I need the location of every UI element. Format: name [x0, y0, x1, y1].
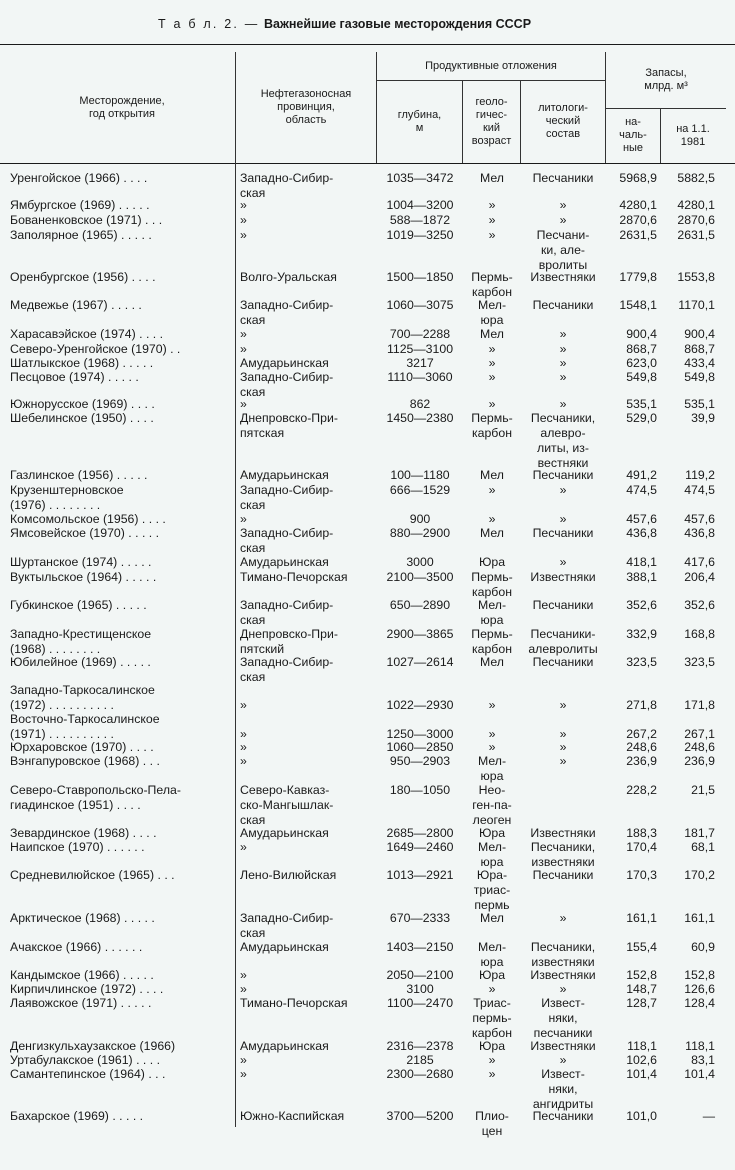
current-reserves-cell: 181,7 [684, 826, 715, 840]
current-reserves-cell: 352,6 [684, 598, 715, 612]
depth-cell: 1500—1850 [386, 270, 454, 284]
geologic-age-cell: Мел- юра [477, 598, 507, 627]
field-name-cell: Вуктыльское (1964) . . . . . [10, 570, 157, 584]
lithology-cell: Известняки [530, 270, 596, 284]
field-name-cell: Песцовое (1974) . . . . . [10, 370, 139, 384]
depth-cell: 2100—3500 [386, 570, 454, 584]
current-reserves-cell: 248,6 [684, 740, 715, 754]
lithology-cell: Песчаники [532, 598, 594, 612]
current-reserves-cell: 60,9 [691, 940, 715, 954]
geologic-age-cell: » [488, 483, 496, 497]
initial-reserves-cell: 529,0 [626, 411, 657, 425]
geologic-age-cell: Юра [478, 555, 506, 569]
province-cell: Амударьинская [240, 940, 329, 954]
province-cell: Волго-Уральская [240, 270, 337, 284]
initial-reserves-cell: 2631,5 [619, 228, 657, 242]
province-cell: » [240, 228, 247, 242]
geologic-age-cell: Пермь- карбон [471, 270, 513, 299]
lithology-cell: Известняки [530, 570, 596, 584]
current-reserves-cell: 1170,1 [678, 298, 715, 312]
field-name-cell: Средневилюйское (1965) . . . [10, 868, 175, 882]
province-cell: Северо-Кавказ- ско-Мангышлак- ская [240, 783, 334, 827]
lithology-cell: » [559, 370, 567, 384]
field-name-cell: Заполярное (1965) . . . . . [10, 228, 152, 242]
field-name-cell: Ямбургское (1969) . . . . . [10, 198, 150, 212]
field-name-cell: Бованенковское (1971) . . . [10, 213, 163, 227]
lithology-cell: Песчаники [532, 1109, 594, 1123]
field-name-cell: Самантепинское (1964) . . . [10, 1067, 166, 1081]
province-cell: Амударьинская [240, 1039, 329, 1053]
lithology-cell: Песчаники, алевро- литы, из- вестняки [530, 411, 596, 470]
geologic-age-cell: Мел [480, 171, 504, 185]
initial-reserves-cell: 623,0 [626, 356, 657, 370]
province-cell: » [240, 740, 247, 754]
header-lithology: литологи- ческий состав [538, 102, 588, 140]
field-name-cell: Шуртанское (1974) . . . . . [10, 555, 152, 569]
current-reserves-cell: 2870,6 [677, 213, 715, 227]
current-reserves-cell: 21,5 [691, 783, 715, 797]
geologic-age-cell: Мел- юра [477, 840, 507, 869]
lithology-cell: » [559, 727, 567, 741]
lithology-cell: » [559, 740, 567, 754]
current-reserves-cell: 152,8 [684, 968, 715, 982]
initial-reserves-cell: 236,9 [626, 754, 657, 768]
initial-reserves-cell: 155,4 [626, 940, 657, 954]
field-name-cell: Северо-Уренгойское (1970) . . [10, 342, 181, 356]
field-name-cell: Юрхаровское (1970) . . . . [10, 740, 154, 754]
geologic-age-cell: Мел- юра [477, 754, 507, 783]
initial-reserves-cell: 101,0 [626, 1109, 657, 1123]
province-cell: Западно-Сибир- ская [240, 655, 334, 684]
geologic-age-cell: » [488, 740, 496, 754]
field-name-cell: Западно-Таркосалинское (1972) . . . . . . . . . . [10, 683, 155, 712]
current-reserves-cell: 118,1 [685, 1039, 715, 1053]
header-initial: на- чаль- ные [619, 116, 647, 154]
province-cell: Днепровско-При- пятский [240, 627, 338, 656]
depth-cell: 1250—3000 [386, 727, 454, 741]
current-reserves-cell: 1553,8 [677, 270, 715, 284]
field-name-cell: Северо-Ставропольско-Пела- гиадинское (1951) . . . . [10, 783, 181, 812]
depth-cell: 666—1529 [389, 483, 451, 497]
depth-cell: 100—1180 [390, 468, 450, 482]
depth-cell: 1110—3060 [387, 370, 453, 384]
geologic-age-cell: » [488, 370, 496, 384]
lithology-cell: » [559, 342, 567, 356]
province-cell: Западно-Сибир- ская [240, 171, 334, 200]
province-cell: Западно-Сибир- ская [240, 370, 334, 399]
depth-cell: 1013—2921 [386, 868, 454, 882]
lithology-cell: » [559, 483, 567, 497]
geologic-age-cell: Мел- юра [477, 940, 507, 969]
province-cell: Днепровско-При- пятская [240, 411, 338, 440]
lithology-cell: » [559, 512, 567, 526]
lithology-cell: » [559, 397, 567, 411]
current-reserves-cell: 168,8 [684, 627, 715, 641]
depth-cell: 2316—2378 [386, 1039, 454, 1053]
initial-reserves-cell: 161,1 [626, 911, 657, 925]
geologic-age-cell: » [488, 213, 496, 227]
geologic-age-cell: » [488, 512, 496, 526]
current-reserves-cell: 68,1 [691, 840, 715, 854]
geologic-age-cell: Мел [480, 655, 504, 669]
depth-cell: 1403—2150 [386, 940, 454, 954]
initial-reserves-cell: 457,6 [626, 512, 657, 526]
header-top-rule [0, 44, 735, 45]
header-field: Месторождение, год открытия [79, 94, 165, 120]
initial-reserves-cell: 118,1 [627, 1039, 657, 1053]
current-reserves-cell: 433,4 [684, 356, 715, 370]
lithology-cell: Известняки [530, 1039, 596, 1053]
initial-reserves-cell: 868,7 [626, 342, 657, 356]
field-name-cell: Восточно-Таркосалинское (1971) . . . . . . . . . . [10, 712, 160, 741]
field-name-cell: Кандымское (1966) . . . . . [10, 968, 154, 982]
province-cell: Западно-Сибир- ская [240, 483, 334, 512]
field-name-cell: Крузенштерновское (1976) . . . . . . . . [10, 483, 124, 512]
field-name-cell: Западно-Крестищенское (1968) . . . . . . . . [10, 627, 152, 656]
depth-cell: 700—2288 [389, 327, 451, 341]
header-productive: Продуктивные отложения [425, 59, 557, 72]
province-cell: Западно-Сибир- ская [240, 526, 334, 555]
initial-reserves-cell: 188,3 [626, 826, 657, 840]
depth-cell: 2050—2100 [386, 968, 454, 982]
initial-reserves-cell: 535,1 [626, 397, 657, 411]
field-name-cell: Комсомольское (1956) . . . . [10, 512, 166, 526]
geologic-age-cell: » [488, 1053, 496, 1067]
field-name-cell: Шебелинское (1950) . . . . [10, 411, 154, 425]
field-name-cell: Арктическое (1968) . . . . . [10, 911, 155, 925]
initial-reserves-cell: 267,2 [626, 727, 657, 741]
province-cell: Амударьинская [240, 826, 329, 840]
province-cell: Амударьинская [240, 468, 329, 482]
depth-cell: 2900—3865 [386, 627, 454, 641]
initial-reserves-cell: 418,1 [626, 555, 657, 569]
field-name-cell: Медвежье (1967) . . . . . [10, 298, 142, 312]
lithology-cell: Извест- няки, песчаники [533, 996, 593, 1040]
current-reserves-cell: 128,4 [684, 996, 715, 1010]
initial-reserves-cell: 271,8 [626, 698, 657, 712]
province-cell: Лено-Вилюйская [240, 868, 337, 882]
depth-cell: 900 [409, 512, 431, 526]
field-name-cell: Зевардинское (1968) . . . . [10, 826, 157, 840]
table-title: Важнейшие газовые месторождения СССР [264, 17, 532, 31]
field-name-cell: Шатлыкское (1968) . . . . . [10, 356, 154, 370]
lithology-cell: Песчаники, известняки [530, 940, 596, 969]
lithology-cell: » [559, 356, 567, 370]
province-cell: Южно-Каспийская [240, 1109, 345, 1123]
lithology-cell: Песчаники [532, 298, 594, 312]
depth-cell: 1100—2470 [386, 996, 454, 1010]
field-name-cell: Ямсовейское (1970) . . . . . [10, 526, 160, 540]
geologic-age-cell: » [488, 342, 496, 356]
depth-cell: 2685—2800 [386, 826, 454, 840]
current-reserves-cell: 535,1 [684, 397, 715, 411]
province-cell: » [240, 727, 247, 741]
lithology-cell: Извест- няки, ангидриты [532, 1067, 594, 1111]
initial-reserves-cell: 491,2 [626, 468, 657, 482]
lithology-cell: » [559, 754, 567, 768]
initial-reserves-cell: 332,9 [626, 627, 657, 641]
field-name-cell: Бахарское (1969) . . . . . [10, 1109, 144, 1123]
lithology-cell: Песчаники, известняки [530, 840, 596, 869]
initial-reserves-cell: 549,8 [626, 370, 657, 384]
depth-cell: 880—2900 [389, 526, 451, 540]
field-name-cell: Уртабулакское (1961) . . . . [10, 1053, 160, 1067]
header-current: на 1.1. 1981 [676, 122, 710, 148]
header-depth: глубина, м [397, 108, 442, 134]
lithology-cell: » [559, 982, 567, 996]
depth-cell: 1027—2614 [386, 655, 454, 669]
province-cell: » [240, 754, 247, 768]
initial-reserves-cell: 352,6 [626, 598, 657, 612]
province-cell: » [240, 968, 247, 982]
current-reserves-cell: 5882,5 [677, 171, 715, 185]
field-name-cell: Денгизкульхаузакское (1966) [10, 1039, 176, 1053]
geologic-age-cell: Плио- цен [475, 1109, 509, 1138]
depth-cell: 3217 [406, 356, 434, 370]
province-cell: » [240, 397, 247, 411]
current-reserves-cell: 39,9 [691, 411, 715, 425]
field-name-cell: Юбилейное (1969) . . . . . [10, 655, 151, 669]
depth-cell: 1060—3075 [386, 298, 454, 312]
geologic-age-cell: Юра [478, 968, 506, 982]
depth-cell: 862 [409, 397, 431, 411]
lithology-cell: Известняки [530, 826, 596, 840]
initial-reserves-cell: 148,7 [626, 982, 657, 996]
field-name-cell: Наипское (1970) . . . . . . [10, 840, 145, 854]
initial-reserves-cell: 101,4 [626, 1067, 657, 1081]
table-number: Т а б л. 2. — [158, 17, 260, 31]
province-cell: » [240, 342, 247, 356]
lithology-cell: » [559, 198, 567, 212]
province-cell: » [240, 1067, 247, 1081]
initial-reserves-cell: 4280,1 [619, 198, 657, 212]
field-name-cell: Газлинское (1956) . . . . . [10, 468, 148, 482]
lithology-cell: » [559, 1053, 567, 1067]
geologic-age-cell: Пермь- карбон [471, 411, 513, 440]
depth-cell: 1060—2850 [386, 740, 454, 754]
initial-reserves-cell: 102,6 [626, 1053, 657, 1067]
lithology-cell: » [559, 911, 567, 925]
province-cell: » [240, 213, 247, 227]
lithology-cell: » [559, 555, 567, 569]
initial-reserves-cell: 152,8 [626, 968, 657, 982]
geologic-age-cell: » [488, 698, 496, 712]
geologic-age-cell: Юра [478, 1039, 506, 1053]
geologic-age-cell: Пермь- карбон [471, 627, 513, 656]
header-bottom-rule [0, 163, 735, 164]
header-province: Нефтегазоносная провинция, область [260, 88, 352, 126]
depth-cell: 588—1872 [389, 213, 451, 227]
initial-reserves-cell: 170,3 [626, 868, 657, 882]
province-cell: » [240, 198, 247, 212]
geologic-age-cell: » [488, 228, 496, 242]
lithology-cell: Песчаники [532, 655, 594, 669]
province-cell: » [240, 698, 247, 712]
geologic-age-cell: Триас- пермь- карбон [471, 996, 512, 1040]
geologic-age-cell: Нео- ген-па- леоген [472, 783, 512, 827]
geologic-age-cell: Мел- юра [477, 298, 507, 327]
initial-reserves-cell: 248,6 [626, 740, 657, 754]
depth-cell: 3000 [406, 555, 434, 569]
current-reserves-cell: 126,6 [684, 982, 715, 996]
field-name-cell: Вэнгапуровское (1968) . . . [10, 754, 160, 768]
depth-cell: 650—2890 [389, 598, 451, 612]
current-reserves-cell: 161,1 [684, 911, 715, 925]
field-name-cell: Губкинское (1965) . . . . . [10, 598, 147, 612]
geologic-age-cell: Мел [480, 468, 504, 482]
depth-cell: 1125—3100 [386, 342, 454, 356]
current-reserves-cell: 101,4 [684, 1067, 715, 1081]
lithology-cell: Песчаники [532, 468, 594, 482]
geologic-age-cell: » [488, 397, 496, 411]
field-name-cell: Лаявожское (1971) . . . . . [10, 996, 152, 1010]
initial-reserves-cell: 5968,9 [619, 171, 657, 185]
province-cell: » [240, 1053, 247, 1067]
geologic-age-cell: Юра- триас- пермь [473, 868, 511, 912]
depth-cell: 3700—5200 [386, 1109, 454, 1123]
initial-reserves-cell: 2870,6 [619, 213, 657, 227]
lithology-cell: » [559, 213, 567, 227]
depth-cell: 1019—3250 [386, 228, 454, 242]
current-reserves-cell: 236,9 [684, 754, 715, 768]
current-reserves-cell: 119,2 [685, 468, 715, 482]
depth-cell: 3100 [406, 982, 434, 996]
field-name-cell: Уренгойское (1966) . . . . [10, 171, 148, 185]
geologic-age-cell: Мел [480, 526, 504, 540]
depth-cell: 2185 [406, 1053, 434, 1067]
depth-cell: 180—1050 [389, 783, 451, 797]
geologic-age-cell: Пермь- карбон [471, 570, 513, 599]
province-cell: Западно-Сибир- ская [240, 598, 334, 627]
initial-reserves-cell: 900,4 [626, 327, 657, 341]
current-reserves-cell: 83,1 [691, 1053, 715, 1067]
field-name-cell: Харасавэйское (1974) . . . . [10, 327, 164, 341]
depth-cell: 1649—2460 [386, 840, 454, 854]
province-cell: Тимано-Печорская [240, 570, 348, 584]
current-reserves-cell: 267,1 [684, 727, 715, 741]
geologic-age-cell: » [488, 198, 496, 212]
table-caption [0, 14, 735, 34]
header-reserves: Запасы, млрд. м³ [644, 67, 688, 92]
geologic-age-cell: » [488, 727, 496, 741]
province-cell: » [240, 840, 247, 854]
field-name-cell: Кирпичлинское (1972) . . . . [10, 982, 164, 996]
current-reserves-cell: 474,5 [684, 483, 715, 497]
lithology-cell: Песчаники [532, 868, 594, 882]
lithology-cell: » [559, 698, 567, 712]
geologic-age-cell: Мел [480, 911, 504, 925]
initial-reserves-cell: 436,8 [626, 526, 657, 540]
depth-cell: 1450—2380 [386, 411, 454, 425]
current-reserves-cell: 436,8 [684, 526, 715, 540]
initial-reserves-cell: 1779,8 [619, 270, 657, 284]
lithology-cell: Песчаники- алевролиты [528, 627, 598, 656]
province-cell: Амударьинская [240, 555, 329, 569]
initial-reserves-cell: 323,5 [626, 655, 657, 669]
depth-cell: 670—2333 [389, 911, 451, 925]
current-reserves-cell: 323,5 [684, 655, 715, 669]
initial-reserves-cell: 128,7 [626, 996, 657, 1010]
current-reserves-cell: 171,8 [684, 698, 715, 712]
province-cell: Амударьинская [240, 356, 329, 370]
current-reserves-cell: 868,7 [684, 342, 715, 356]
geologic-age-cell: Юра [478, 826, 506, 840]
lithology-cell: Известняки [530, 968, 596, 982]
current-reserves-cell: 549,8 [684, 370, 715, 384]
field-name-cell: Южнорусское (1969) . . . . [10, 397, 155, 411]
current-reserves-cell: 170,2 [684, 868, 715, 882]
province-cell: Тимано-Печорская [240, 996, 348, 1010]
lithology-cell: Песчаники [532, 171, 594, 185]
depth-cell: 1035—3472 [386, 171, 454, 185]
lithology-cell: » [559, 327, 567, 341]
geologic-age-cell: » [488, 982, 496, 996]
initial-reserves-cell: 228,2 [626, 783, 657, 797]
lithology-cell: Песчаники [532, 526, 594, 540]
province-cell: Западно-Сибир- ская [240, 911, 334, 940]
initial-reserves-cell: 1548,1 [619, 298, 657, 312]
geologic-age-cell: » [488, 356, 496, 370]
current-reserves-cell: 900,4 [684, 327, 715, 341]
province-cell: » [240, 512, 247, 526]
current-reserves-cell: 206,4 [684, 570, 715, 584]
current-reserves-cell: 2631,5 [677, 228, 715, 242]
field-name-cell: Ачакское (1966) . . . . . . [10, 940, 143, 954]
current-reserves-cell: 4280,1 [677, 198, 715, 212]
depth-cell: 1022—2930 [386, 698, 454, 712]
initial-reserves-cell: 474,5 [626, 483, 657, 497]
initial-reserves-cell: 170,4 [626, 840, 657, 854]
province-cell: » [240, 327, 247, 341]
header-age: геоло- гичес- кий возраст [471, 95, 512, 147]
current-reserves-cell: 417,6 [684, 555, 715, 569]
lithology-cell: Песчани- ки, але- вролиты [536, 228, 590, 272]
depth-cell: 950—2903 [389, 754, 451, 768]
depth-cell: 1004—3200 [386, 198, 454, 212]
current-reserves-cell: 457,6 [684, 512, 715, 526]
depth-cell: 2300—2680 [386, 1067, 454, 1081]
current-reserves-cell: — [702, 1109, 715, 1123]
geologic-age-cell: » [488, 1067, 496, 1081]
field-name-cell: Оренбургское (1956) . . . . [10, 270, 156, 284]
geologic-age-cell: Мел [480, 327, 504, 341]
initial-reserves-cell: 388,1 [626, 570, 657, 584]
province-cell: Западно-Сибир- ская [240, 298, 334, 327]
province-cell: » [240, 982, 247, 996]
